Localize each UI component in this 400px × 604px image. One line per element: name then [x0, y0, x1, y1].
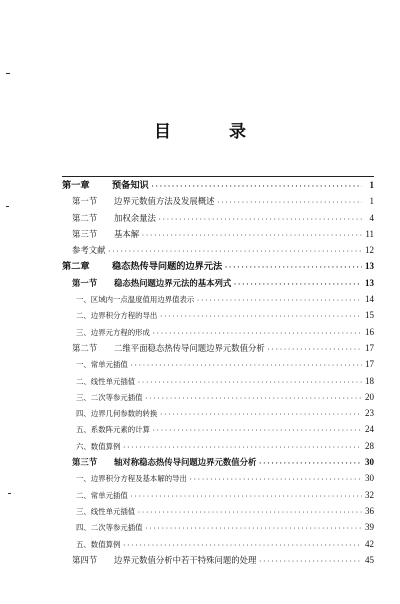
toc-entry-page: 15	[365, 310, 374, 321]
toc-entry[interactable]	[62, 373, 374, 389]
toc-entry-number: 六、	[76, 441, 91, 451]
dot-leader	[159, 407, 362, 421]
toc-entry[interactable]	[62, 210, 374, 226]
scan-mark-bottom	[8, 493, 11, 494]
toc-entry-page: 12	[365, 245, 374, 256]
dot-leader	[108, 244, 363, 258]
dot-leader	[122, 538, 362, 552]
scan-mark-top	[6, 73, 10, 74]
toc-entry-number: 第二章	[62, 261, 90, 273]
dot-leader	[145, 521, 362, 535]
scan-mark-middle	[6, 206, 9, 207]
toc-entry-title: 线性单元插值	[90, 506, 136, 516]
toc-entry-page: 13	[365, 261, 374, 272]
dot-leader	[152, 326, 362, 340]
toc-entry[interactable]	[62, 389, 374, 405]
dot-leader	[258, 456, 362, 470]
dot-leader	[233, 277, 362, 291]
toc-entry-number: 三、	[76, 327, 91, 337]
toc-entry-number: 第一章	[62, 180, 90, 191]
toc-entry-title: 轴对称稳态热传导问题边界元数值分析	[114, 457, 257, 468]
toc-entry-page: 20	[365, 391, 374, 402]
toc-entry-title: 边界积分方程及基本解的导出	[90, 474, 187, 484]
toc-entry-title: 边界几何参数的转换	[90, 409, 158, 419]
toc-entry[interactable]	[62, 470, 374, 486]
toc-entry[interactable]	[62, 324, 374, 340]
table-of-contents	[62, 176, 374, 568]
dot-leader	[158, 212, 362, 226]
toc-entry[interactable]	[62, 258, 374, 274]
toc-entry-number: 一、	[76, 360, 91, 370]
toc-entry-number: 一、	[76, 295, 91, 305]
toc-entry-title: 区域内一点温度值用边界值表示	[90, 295, 195, 305]
toc-entry-number: 二、	[76, 311, 91, 321]
toc-entry-page: 42	[365, 538, 374, 549]
page-title: 目 录	[154, 122, 272, 142]
toc-entry-page: 16	[365, 326, 374, 337]
toc-entry-page: 17	[365, 359, 374, 370]
toc-entry-title: 数值算例	[90, 441, 121, 451]
toc-entry-page: 23	[365, 408, 374, 419]
toc-entry[interactable]	[62, 242, 374, 258]
toc-entry-number: 五、	[76, 425, 91, 435]
toc-entry-title: 边界元方程的形成	[90, 327, 150, 337]
toc-entry-page: 45	[365, 554, 374, 565]
toc-entry-page: 14	[365, 294, 374, 305]
toc-entry-number: 第二节	[72, 212, 98, 223]
dot-leader	[145, 391, 362, 405]
toc-entry[interactable]	[62, 487, 374, 503]
toc-entry-number: 五、	[76, 539, 91, 549]
toc-entry-page: 11	[365, 228, 374, 239]
toc-entry-number: 第二节	[72, 342, 98, 353]
toc-entry-page: 39	[365, 522, 374, 533]
toc-entry-number: 三、	[76, 392, 91, 402]
toc-entry-number: 第一节	[72, 277, 98, 288]
toc-entry-title: 预备知识	[112, 180, 149, 191]
toc-entry-title: 边界元数值分析中若干特殊问题的处理	[114, 554, 257, 565]
toc-entry[interactable]	[62, 438, 374, 454]
dot-leader	[189, 472, 362, 486]
toc-entry-page: 24	[365, 424, 374, 435]
toc-entry[interactable]	[62, 356, 374, 372]
toc-entry-page: 32	[365, 489, 374, 500]
toc-entry-page: 4	[369, 212, 374, 223]
toc-entry-title: 二次等参元插值	[90, 523, 143, 533]
toc-entry-title: 常单元插值	[90, 490, 128, 500]
toc-entry-page: 28	[365, 440, 374, 451]
toc-entry-page: 13	[365, 277, 374, 288]
toc-entry-number: 一、	[76, 474, 91, 484]
toc-entry-page: 17	[365, 342, 374, 353]
dot-leader	[151, 179, 362, 193]
dot-leader	[141, 228, 362, 242]
toc-entry[interactable]	[62, 275, 374, 291]
dot-leader	[224, 260, 362, 274]
toc-entry-page: 1	[369, 180, 374, 190]
toc-entry[interactable]	[62, 454, 374, 470]
toc-entry-title: 常单元插值	[90, 360, 128, 370]
toc-entry-number: 第三节	[72, 457, 98, 468]
toc-entry-page: 30	[365, 457, 374, 468]
toc-entry-number: 第一节	[72, 196, 98, 207]
dot-leader	[159, 309, 362, 323]
toc-entry-page: 36	[365, 505, 374, 516]
toc-entry-title: 稳态热问题边界元法的基本列式	[114, 277, 232, 288]
toc-entry[interactable]	[62, 291, 374, 307]
toc-entry[interactable]	[62, 226, 374, 242]
toc-entry[interactable]	[62, 536, 374, 552]
toc-entry-title: 二维平面稳态热传导问题边界元数值分析	[114, 342, 265, 353]
dot-leader	[217, 195, 363, 209]
toc-entry-number: 二、	[76, 490, 91, 500]
toc-entry[interactable]	[62, 519, 374, 535]
toc-entry-title: 边界元数值方法及发展概述	[114, 196, 215, 207]
toc-entry[interactable]	[62, 340, 374, 356]
toc-entry-title: 加权余量法	[114, 212, 156, 223]
toc-entry-number: 四、	[76, 523, 91, 533]
toc-entry-title: 数值算例	[90, 539, 121, 549]
toc-entry-title: 基本解	[114, 228, 140, 239]
dot-leader	[122, 440, 362, 454]
toc-entry[interactable]	[62, 405, 374, 421]
toc-entry-title: 二次等参元插值	[90, 392, 143, 402]
toc-entry-number: 二、	[76, 376, 91, 386]
toc-entry[interactable]	[62, 421, 374, 437]
dot-leader	[137, 505, 362, 519]
toc-entry-title: 稳态热传导问题的边界元法	[112, 261, 223, 273]
toc-entry-page: 18	[365, 375, 374, 386]
toc-entry-title: 参考文献	[72, 245, 106, 256]
toc-entry-title: 系数阵元素的计算	[90, 425, 150, 435]
toc-entry-number: 三、	[76, 506, 91, 516]
toc-entry-title: 边界积分方程的导出	[90, 311, 158, 321]
dot-leader	[130, 489, 362, 503]
toc-entry[interactable]	[62, 552, 374, 568]
toc-entry[interactable]	[62, 503, 374, 519]
dot-leader	[137, 375, 362, 389]
toc-entry[interactable]	[62, 193, 374, 209]
toc-entry-page: 30	[365, 473, 374, 484]
toc-entry-title: 线性单元插值	[90, 376, 136, 386]
dot-leader	[196, 293, 362, 307]
toc-entry-number: 第四节	[72, 554, 98, 565]
toc-entry-number: 第三节	[72, 228, 98, 239]
toc-entry[interactable]	[62, 307, 374, 323]
toc-entry[interactable]	[62, 176, 374, 193]
dot-leader	[130, 358, 362, 372]
toc-entry-number: 四、	[76, 409, 91, 419]
dot-leader	[267, 342, 362, 356]
dot-leader	[152, 423, 362, 437]
dot-leader	[258, 554, 362, 568]
toc-entry-page: 1	[369, 196, 374, 207]
